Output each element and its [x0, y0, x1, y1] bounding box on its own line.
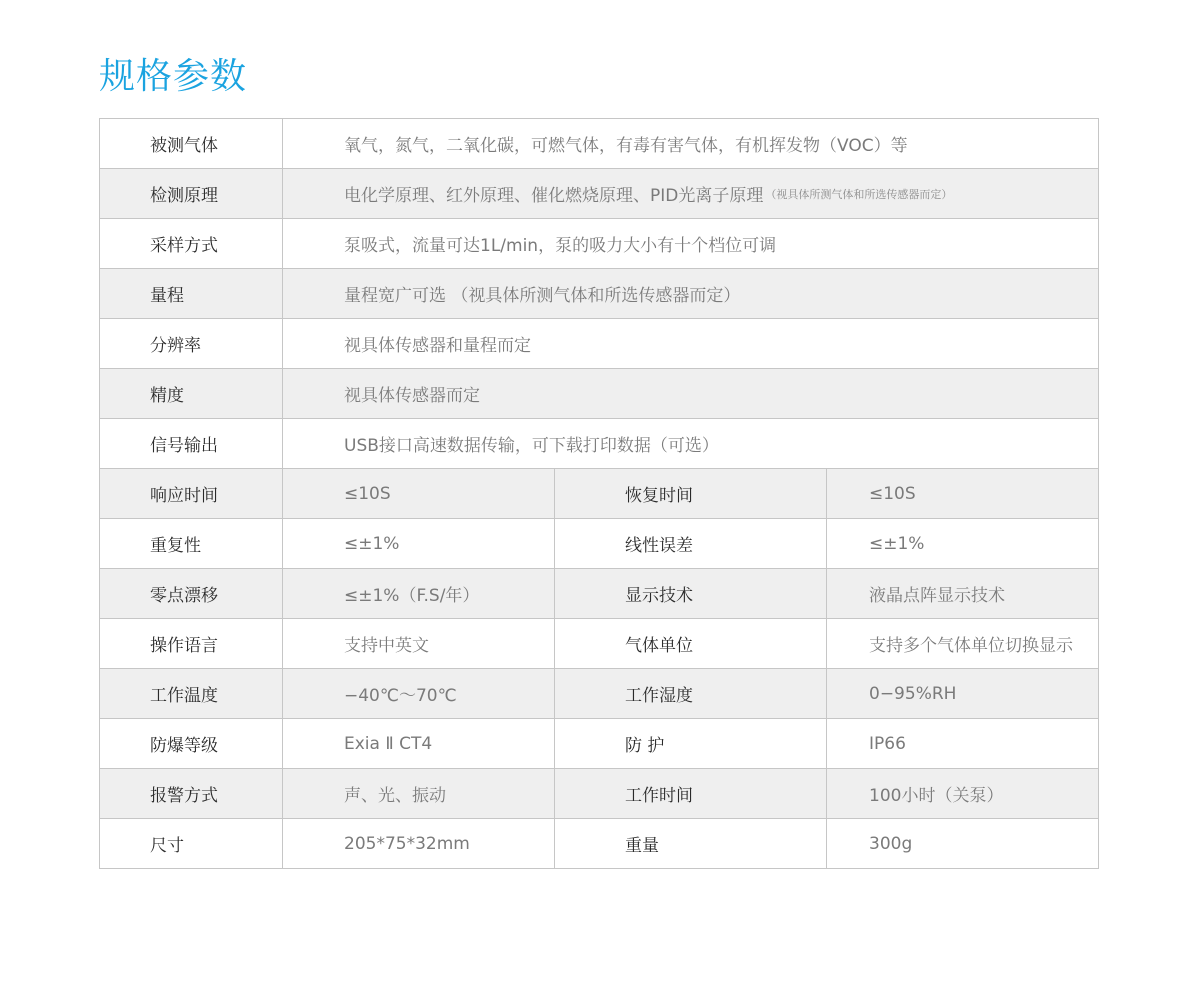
spec-value: 氧气，氮气，二氧化碳，可燃气体，有毒有害气体，有机挥发物（VOC）等 [283, 119, 1099, 168]
spec-label: 工作温度 [100, 669, 283, 718]
spec-label: 显示技术 [555, 569, 827, 618]
spec-value-text: 电化学原理、红外原理、催化燃烧原理、PID光离子原理 [344, 186, 764, 206]
spec-value: −40℃～70℃ [283, 669, 555, 718]
spec-label: 量程 [100, 269, 283, 318]
spec-label: 防 护 [555, 719, 827, 768]
table-row [100, 519, 1099, 569]
spec-value: 量程宽广可选 （视具体所测气体和所选传感器而定） [283, 269, 1099, 318]
spec-label: 被测气体 [100, 119, 283, 168]
table-row [100, 819, 1099, 869]
spec-label: 重量 [555, 819, 827, 868]
table-row [100, 769, 1099, 819]
spec-value: 泵吸式，流量可达1L/min，泵的吸力大小有十个档位可调 [283, 219, 1099, 268]
table-row [100, 419, 1099, 469]
table-row [100, 469, 1099, 519]
spec-value-note: （视具体所测气体和所选传感器而定） [765, 187, 953, 201]
table-row [100, 719, 1099, 769]
spec-value [283, 169, 1099, 218]
spec-label: 信号输出 [100, 419, 283, 468]
spec-value: ≤±1% [283, 519, 555, 568]
spec-value: 100小时（关泵） [827, 769, 1099, 818]
spec-label: 工作时间 [555, 769, 827, 818]
spec-label: 恢复时间 [555, 469, 827, 518]
spec-value: 视具体传感器而定 [283, 369, 1099, 418]
table-row [100, 219, 1099, 269]
spec-value: 300g [827, 819, 1099, 868]
spec-label: 重复性 [100, 519, 283, 568]
spec-value: 视具体传感器和量程而定 [283, 319, 1099, 368]
spec-value: ≤±1%（F.S/年） [283, 569, 555, 618]
table-row [100, 269, 1099, 319]
table-row [100, 369, 1099, 419]
spec-label: 分辨率 [100, 319, 283, 368]
table-row [100, 619, 1099, 669]
spec-table [99, 118, 1099, 869]
page-title: 规格参数 [99, 56, 248, 97]
table-row [100, 669, 1099, 719]
spec-value: IP66 [827, 719, 1099, 768]
spec-value: USB接口高速数据传输，可下载打印数据（可选） [283, 419, 1099, 468]
spec-label: 检测原理 [100, 169, 283, 218]
spec-label: 气体单位 [555, 619, 827, 668]
spec-value: Exia Ⅱ CT4 [283, 719, 555, 768]
spec-label: 报警方式 [100, 769, 283, 818]
spec-value: ≤10S [827, 469, 1099, 518]
spec-label: 响应时间 [100, 469, 283, 518]
spec-label: 尺寸 [100, 819, 283, 868]
spec-value: 声、光、振动 [283, 769, 555, 818]
table-row [100, 319, 1099, 369]
spec-label: 采样方式 [100, 219, 283, 268]
spec-label: 线性误差 [555, 519, 827, 568]
spec-value: 0−95%RH [827, 669, 1099, 718]
spec-label: 操作语言 [100, 619, 283, 668]
spec-label: 精度 [100, 369, 283, 418]
table-row [100, 569, 1099, 619]
spec-value: 液晶点阵显示技术 [827, 569, 1099, 618]
spec-label: 工作湿度 [555, 669, 827, 718]
table-row [100, 169, 1099, 219]
table-row [100, 119, 1099, 169]
spec-label: 零点漂移 [100, 569, 283, 618]
spec-value: ≤10S [283, 469, 555, 518]
spec-value: 支持中英文 [283, 619, 555, 668]
spec-label: 防爆等级 [100, 719, 283, 768]
spec-value: 205*75*32mm [283, 819, 555, 868]
spec-value: ≤±1% [827, 519, 1099, 568]
spec-value: 支持多个气体单位切换显示 [827, 619, 1099, 668]
